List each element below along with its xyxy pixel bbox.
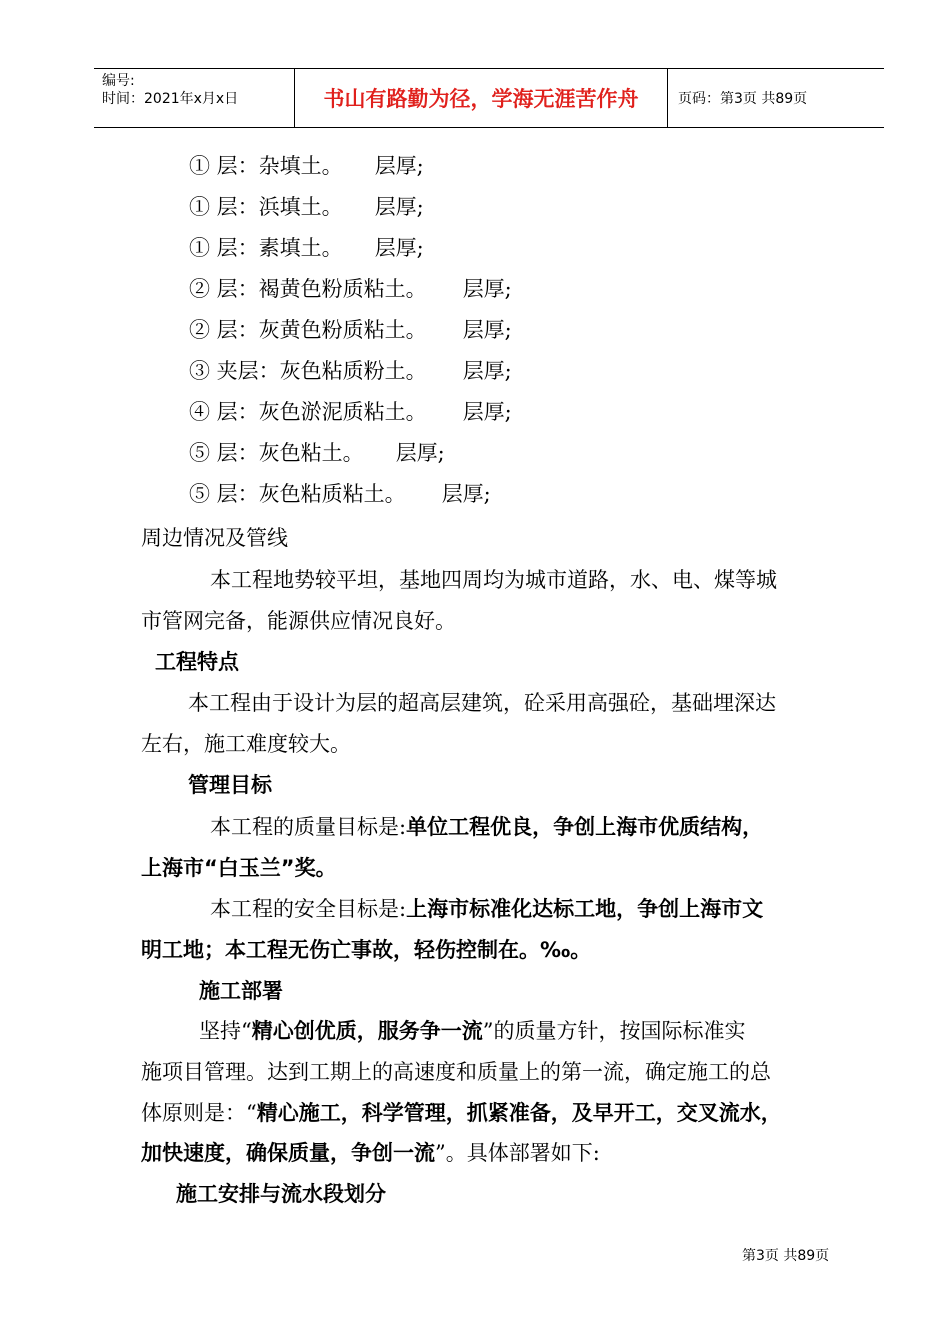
safety-goal: 上海市标准化达标工地，争创上海市文	[406, 897, 764, 921]
layer-line	[189, 357, 512, 385]
time-label: 时间：2021年x月x日	[102, 91, 239, 107]
layer-line	[189, 152, 424, 180]
layer-thickness: 层厚;	[462, 359, 512, 383]
paragraph-line: 市管网完备，能源供应情况良好。	[141, 609, 456, 633]
principle-text: 精心施工，科学管理，抓紧准备，及早开工，交叉流水，	[256, 1101, 782, 1125]
layer-thickness: 层厚;	[395, 441, 445, 465]
sub-heading-arrangement: 施工安排与流水段划分	[176, 1182, 386, 1206]
safety-goal-cont: 明工地；本工程无伤亡事故，轻伤控制在。‰。	[141, 938, 592, 962]
layer-thickness: 层厚;	[441, 482, 491, 506]
paragraph-line: 左右，施工难度较大。	[141, 732, 351, 756]
principle-text-cont: 加快速度，确保质量，争创一流	[141, 1141, 435, 1165]
layer-name: ① 层：素填土。	[189, 236, 343, 260]
layer-thickness: 层厚;	[374, 195, 424, 219]
text-run: ”。具体部署如下:	[435, 1141, 600, 1165]
section-heading-goals: 管理目标	[188, 773, 272, 797]
layer-name: ③ 夹层：灰色粘质粉土。	[189, 359, 427, 383]
quality-goal-cont: 上海市“白玉兰”奖。	[141, 856, 337, 880]
layer-name: ① 层：杂填土。	[189, 154, 343, 178]
layer-thickness: 层厚;	[462, 277, 512, 301]
section-heading-deployment: 施工部署	[199, 979, 283, 1003]
layer-thickness: 层厚;	[374, 236, 424, 260]
text-run: ”的质量方针，按国际标准实	[482, 1019, 746, 1043]
header-page-info: 页码：第3页 共89页	[678, 91, 808, 107]
layer-line	[189, 193, 424, 221]
quality-prefix: 本工程的质量目标是:	[210, 815, 407, 839]
layer-line	[189, 316, 512, 344]
paragraph-line	[141, 1099, 782, 1127]
layer-name: ② 层：灰黄色粉质粘土。	[189, 318, 427, 342]
paragraph-line	[199, 1017, 746, 1045]
quality-goal: 单位工程优良，争创上海市优质结构，	[406, 815, 764, 839]
layer-name: ⑤ 层：灰色粘土。	[189, 441, 364, 465]
layer-line	[189, 480, 491, 508]
section-heading-surroundings: 周边情况及管线	[141, 526, 288, 550]
layer-line	[189, 439, 445, 467]
layer-line	[189, 398, 512, 426]
paragraph-line: 本工程由于设计为层的超高层建筑，砼采用高强砼，基础埋深达	[188, 691, 776, 715]
layer-thickness: 层厚;	[462, 400, 512, 424]
page-footer: 第3页 共89页	[742, 1248, 830, 1264]
header-meta	[94, 69, 295, 127]
paragraph-line: 施项目管理。达到工期上的高速度和质量上的第一流，确定施工的总	[141, 1060, 771, 1084]
layer-thickness: 层厚;	[374, 154, 424, 178]
layer-line	[189, 275, 512, 303]
layer-name: ① 层：浜填土。	[189, 195, 343, 219]
page-header	[94, 68, 884, 128]
text-run: 体原则是：“	[141, 1101, 257, 1125]
text-run: 坚持“	[199, 1019, 252, 1043]
header-motto: 书山有路勤为径，学海无涯苦作舟	[295, 69, 668, 127]
section-heading-features: 工程特点	[155, 650, 239, 674]
paragraph-line	[210, 895, 763, 923]
paragraph-line	[210, 813, 763, 841]
layer-name: ② 层：褐黄色粉质粘土。	[189, 277, 427, 301]
serial-label: 编号:	[102, 73, 135, 89]
layer-line	[189, 234, 424, 262]
quality-policy: 精心创优质，服务争一流	[251, 1019, 483, 1043]
paragraph-line: 本工程地势较平坦，基地四周均为城市道路，水、电、煤等城	[210, 568, 777, 592]
safety-prefix: 本工程的安全目标是:	[210, 897, 407, 921]
paragraph-line	[141, 1139, 600, 1167]
layer-name: ⑤ 层：灰色粘质粘土。	[189, 482, 406, 506]
layer-thickness: 层厚;	[462, 318, 512, 342]
layer-name: ④ 层：灰色淤泥质粘土。	[189, 400, 427, 424]
